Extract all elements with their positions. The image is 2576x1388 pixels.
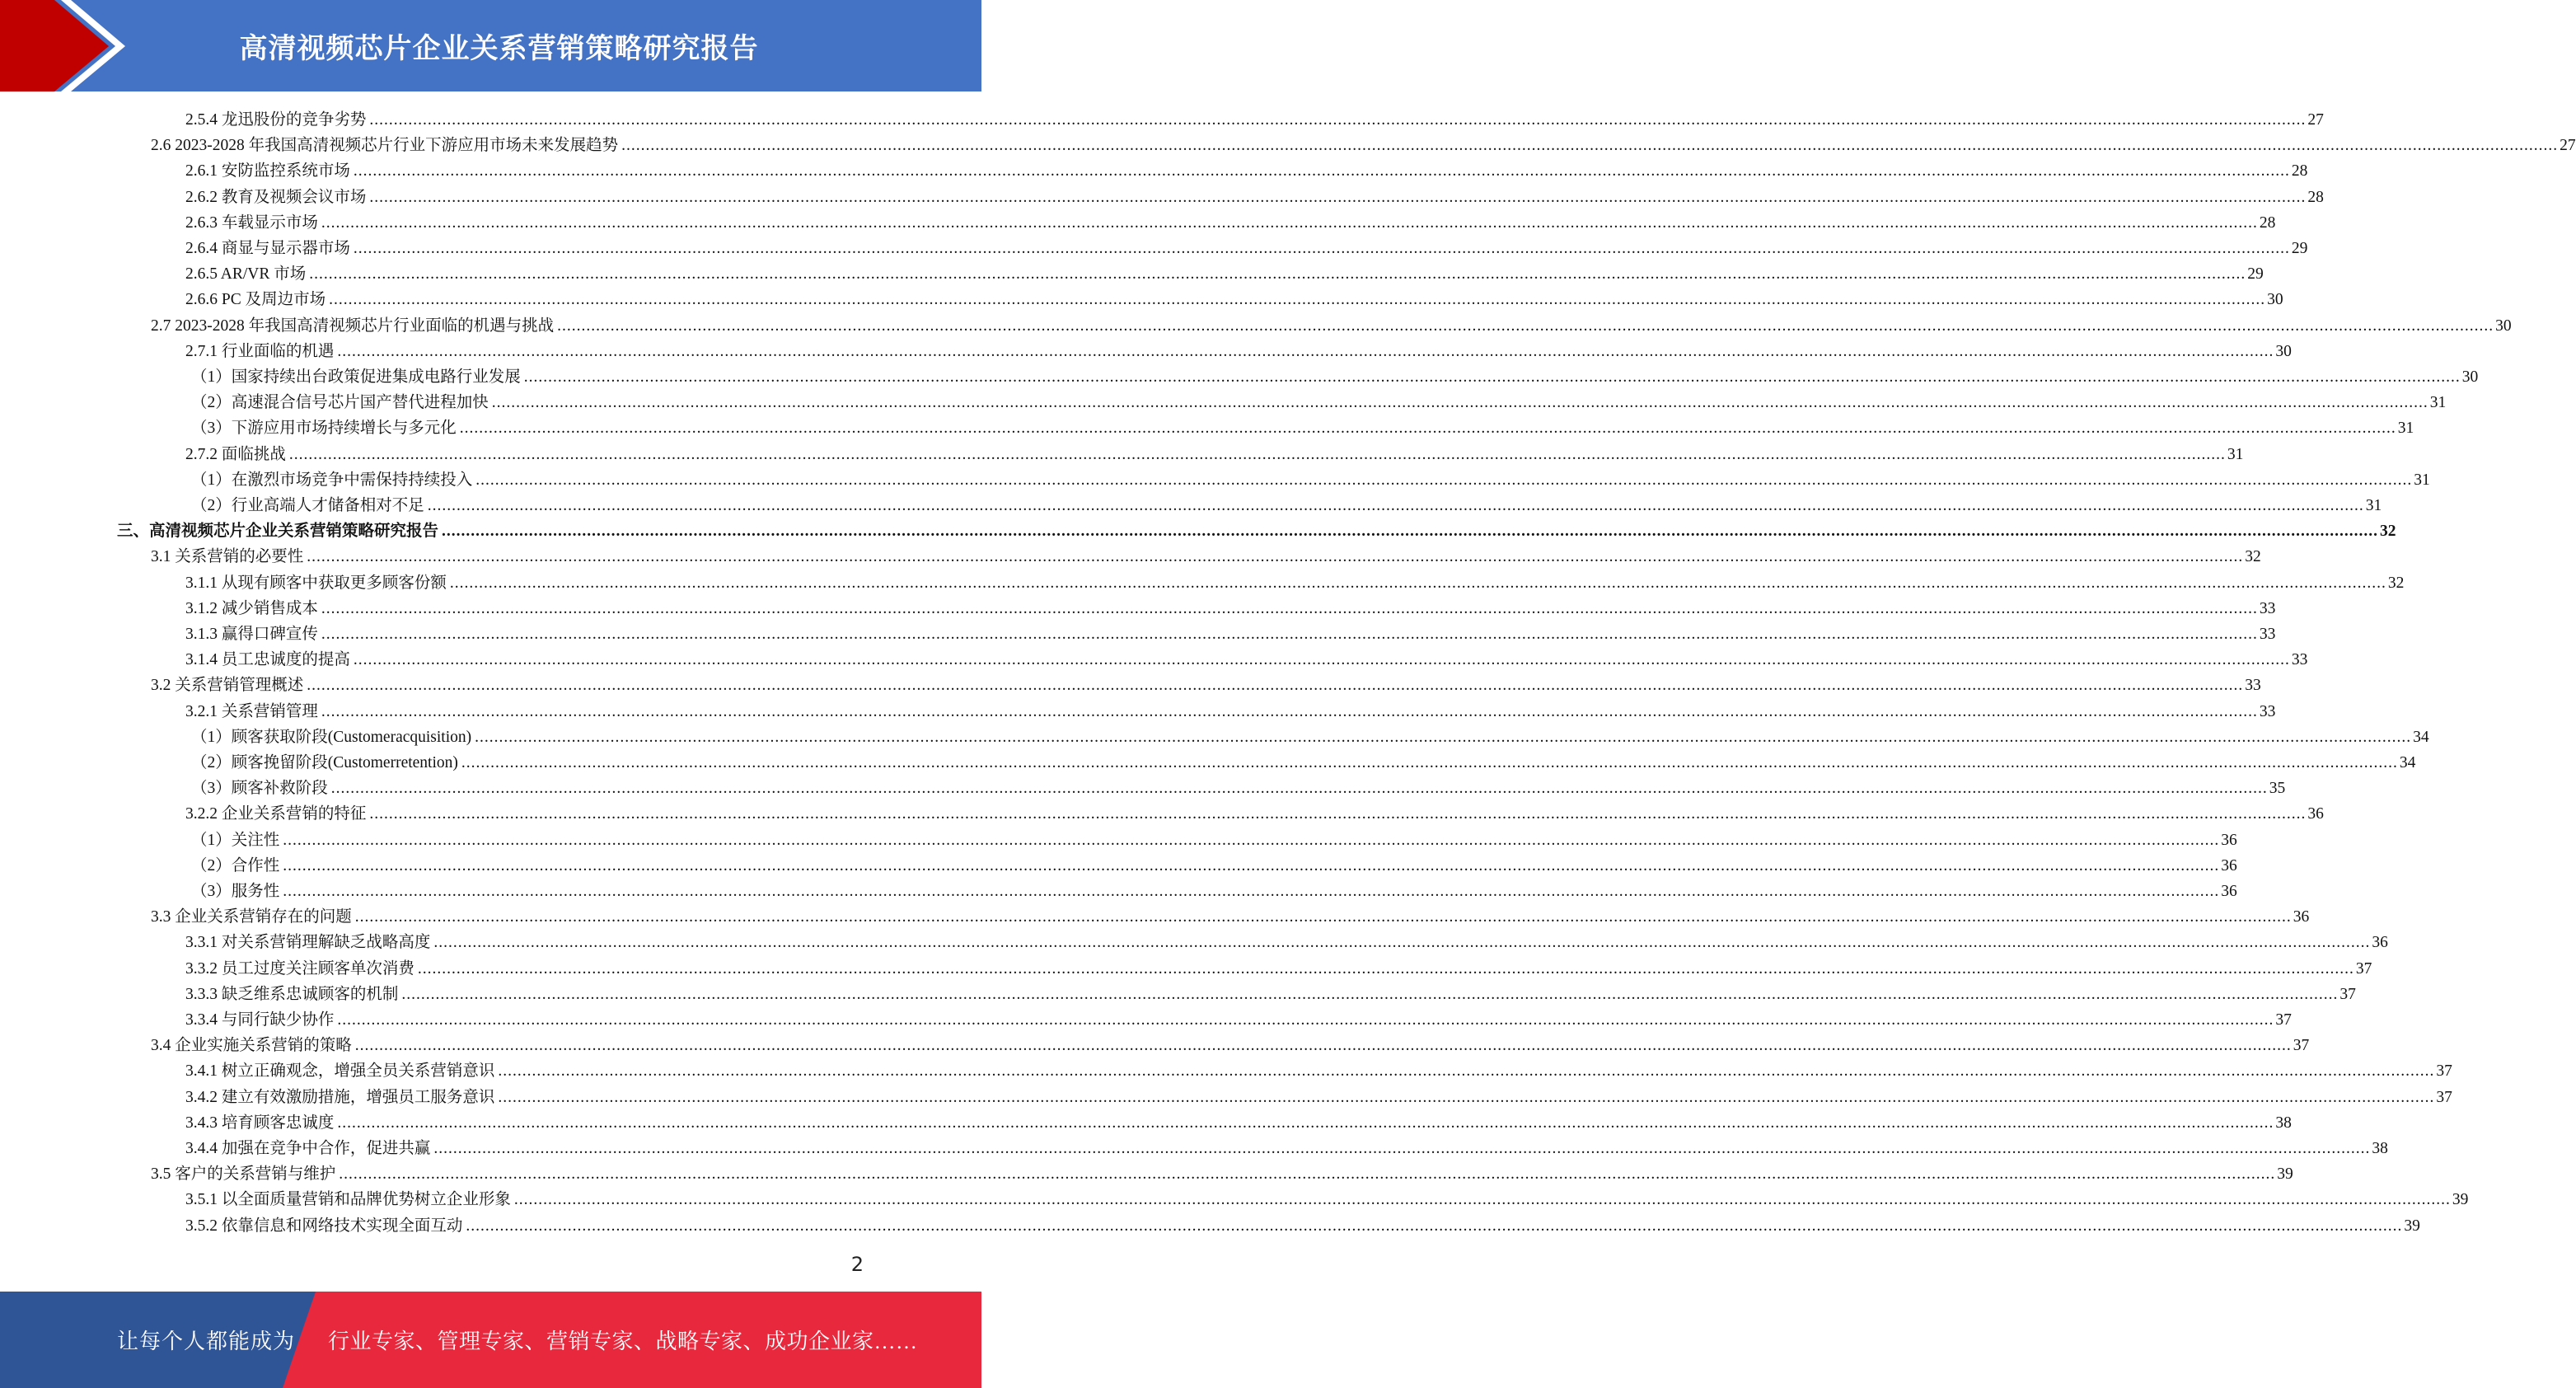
toc-entry-title: 2.6.4 商显与显示器市场 xyxy=(185,240,350,257)
toc-entry-title: 3.2.1 关系营销管理 xyxy=(185,702,318,720)
footer-slogan-left: 让每个人都能成为 xyxy=(117,1329,296,1353)
toc-dot-leader: ................................................................................................................................................................................................................................................................................................................................................................................................................ xyxy=(329,291,2266,309)
toc-entry-page: 39 xyxy=(2404,1217,2420,1235)
toc-entry[interactable] xyxy=(151,902,2310,927)
toc-dot-leader: ................................................................................................................................................................................................................................................................................................................................................................................................................ xyxy=(283,831,2220,849)
toc-entry[interactable] xyxy=(151,1030,2310,1056)
toc-entry[interactable] xyxy=(185,645,2308,670)
toc-entry[interactable] xyxy=(185,619,2276,645)
toc-dot-leader: ................................................................................................................................................................................................................................................................................................................................................................................................................ xyxy=(339,1165,2276,1184)
toc-entry-page: 37 xyxy=(2436,1088,2452,1106)
toc-entry[interactable] xyxy=(185,259,2264,284)
toc-dot-leader: ................................................................................................................................................................................................................................................................................................................................................................................................................ xyxy=(427,497,2364,514)
toc-entry-page: 36 xyxy=(2221,831,2237,849)
toc-entry-page: 32 xyxy=(2245,548,2261,566)
toc-entry[interactable] xyxy=(185,156,2308,181)
toc-entry-title: （1）关注性 xyxy=(191,831,280,849)
toc-dot-leader: ................................................................................................................................................................................................................................................................................................................................................................................................................ xyxy=(523,368,2461,386)
toc-entry[interactable] xyxy=(191,362,2479,387)
toc-entry-title: 2.6.5 AR/VR 市场 xyxy=(185,265,307,284)
toc-entry-title: 3.4.2 建立有效激励措施，增强员工服务意识 xyxy=(185,1088,495,1106)
toc-dot-leader: ................................................................................................................................................................................................................................................................................................................................................................................................................ xyxy=(433,1140,2371,1157)
toc-entry[interactable] xyxy=(185,593,2276,619)
report-title: 高清视频芯片企业关系营销策略研究报告 xyxy=(239,32,759,65)
toc-entry-page: 39 xyxy=(2452,1191,2469,1209)
toc-entry-page: 33 xyxy=(2245,677,2261,695)
toc-entry-title: 3.1 关系营销的必要性 xyxy=(151,548,304,566)
toc-entry-page: 38 xyxy=(2275,1114,2292,1132)
toc-entry[interactable] xyxy=(151,542,2261,567)
toc-entry[interactable] xyxy=(191,851,2237,876)
toc-entry[interactable] xyxy=(185,1056,2452,1081)
toc-dot-leader: ................................................................................................................................................................................................................................................................................................................................................................................................................ xyxy=(466,1217,2403,1235)
toc-entry-page: 30 xyxy=(2275,342,2292,360)
toc-entry-title: 3.1.2 减少销售成本 xyxy=(185,599,318,617)
toc-entry-page: 33 xyxy=(2259,626,2276,643)
toc-entry[interactable] xyxy=(185,696,2276,722)
toc-entry[interactable] xyxy=(185,568,2405,593)
toc-entry-page: 35 xyxy=(2269,780,2286,798)
toc-dot-leader: ................................................................................................................................................................................................................................................................................................................................................................................................................ xyxy=(433,934,2371,952)
toc-entry-page: 29 xyxy=(2247,265,2264,284)
toc-dot-leader: ................................................................................................................................................................................................................................................................................................................................................................................................................ xyxy=(475,728,2412,746)
toc-entry-page: 34 xyxy=(2413,728,2429,746)
toc-entry[interactable] xyxy=(185,1082,2452,1108)
toc-entry-title: 3.3 企业关系营销存在的问题 xyxy=(151,908,352,926)
toc-entry-title: （3）顾客补救阶段 xyxy=(191,780,328,798)
toc-dot-leader: ................................................................................................................................................................................................................................................................................................................................................................................................................ xyxy=(442,523,2379,541)
toc-entry-page: 31 xyxy=(2429,394,2447,412)
toc-entry-title: 2.7.2 面临挑战 xyxy=(185,445,286,463)
toc-dot-leader: ................................................................................................................................................................................................................................................................................................................................................................................................................ xyxy=(307,548,2244,566)
toc-dot-leader: ................................................................................................................................................................................................................................................................................................................................................................................................................ xyxy=(621,137,2559,155)
toc-dot-leader: ................................................................................................................................................................................................................................................................................................................................................................................................................ xyxy=(459,420,2396,438)
toc-entry-page: 32 xyxy=(2387,574,2405,592)
toc-entry-title: 2.6.3 车载显示市场 xyxy=(185,213,318,232)
toc-entry-title: 2.6 2023-2028 年我国高清视频芯片行业下游应用市场未来发展趋势 xyxy=(151,137,619,155)
toc-dot-leader: ................................................................................................................................................................................................................................................................................................................................................................................................................ xyxy=(337,1011,2274,1029)
toc-entry-title: 2.5.4 龙迅股份的竞争劣势 xyxy=(185,111,367,129)
toc-dot-leader: ................................................................................................................................................................................................................................................................................................................................................................................................................ xyxy=(557,317,2494,335)
toc-entry-title: 2.6.1 安防监控系统市场 xyxy=(185,162,350,181)
toc-dot-leader: ................................................................................................................................................................................................................................................................................................................................................................................................................ xyxy=(337,1114,2274,1132)
toc-dot-leader: ................................................................................................................................................................................................................................................................................................................................................................................................................ xyxy=(369,188,2307,206)
toc-entry-page: 31 xyxy=(2397,420,2414,438)
toc-entry-title: 3.2.2 企业关系营销的特征 xyxy=(185,805,367,823)
toc-entry-page: 31 xyxy=(2227,445,2244,463)
toc-dot-leader: ................................................................................................................................................................................................................................................................................................................................................................................................................ xyxy=(337,342,2274,360)
toc-entry-page: 36 xyxy=(2293,908,2310,926)
toc-entry-title: 2.7.1 行业面临的机遇 xyxy=(185,342,335,360)
toc-entry-page: 37 xyxy=(2293,1037,2310,1055)
toc-entry-title: （2）顾客挽留阶段(Customerretention) xyxy=(191,754,458,771)
toc-entry[interactable] xyxy=(185,1108,2292,1133)
toc-dot-leader: ................................................................................................................................................................................................................................................................................................................................................................................................................ xyxy=(283,883,2220,900)
toc-entry-page: 27 xyxy=(2307,111,2324,129)
toc-entry[interactable] xyxy=(191,773,2286,799)
toc-entry-title: 3.2 关系营销管理概述 xyxy=(151,677,304,695)
toc-dot-leader: ................................................................................................................................................................................................................................................................................................................................................................................................................ xyxy=(449,574,2386,592)
toc-entry-page: 27 xyxy=(2560,137,2576,155)
toc-entry-page: 33 xyxy=(2259,599,2276,617)
toc-entry-title: 3.3.3 缺乏维系忠诚顾客的机制 xyxy=(185,985,399,1003)
toc-entry[interactable] xyxy=(185,182,2324,208)
toc-entry-title: 3.1.4 员工忠诚度的提高 xyxy=(185,651,350,669)
toc-entry[interactable] xyxy=(185,1133,2388,1159)
toc-entry-title: 3.4 企业实施关系营销的策略 xyxy=(151,1037,352,1055)
toc-entry-title: 3.3.2 员工过度关注顾客单次消费 xyxy=(185,959,415,978)
page-number: 2 xyxy=(850,1253,864,1276)
page-footer xyxy=(0,1292,981,1388)
toc-entry-page: 30 xyxy=(2461,368,2479,386)
toc-entry-title: （2）高速混合信号芯片国产替代进程加快 xyxy=(191,394,489,412)
toc-dot-leader: ................................................................................................................................................................................................................................................................................................................................................................................................................ xyxy=(309,265,2246,284)
toc-entry-page: 28 xyxy=(2307,188,2324,206)
toc-dot-leader: ................................................................................................................................................................................................................................................................................................................................................................................................................ xyxy=(321,213,2258,232)
toc-entry-page: 28 xyxy=(2291,162,2308,181)
toc-entry-page: 31 xyxy=(2414,471,2430,489)
toc-entry[interactable] xyxy=(185,208,2276,233)
toc-entry-title: 3.1.1 从现有顾客中获取更多顾客份额 xyxy=(185,574,447,592)
toc-entry[interactable] xyxy=(185,979,2356,1005)
toc-dot-leader: ................................................................................................................................................................................................................................................................................................................................................................................................................ xyxy=(369,805,2307,823)
toc-entry[interactable] xyxy=(185,1005,2292,1030)
toc-entry[interactable] xyxy=(191,825,2237,851)
toc-entry-title: 3.4.3 培育顾客忠诚度 xyxy=(185,1114,335,1132)
toc-entry-title: 3.4.4 加强在竞争中合作，促进共赢 xyxy=(185,1140,431,1157)
toc-entry-title: 3.3.1 对关系营销理解缺乏战略高度 xyxy=(185,934,431,952)
toc-dot-leader: ................................................................................................................................................................................................................................................................................................................................................................................................................ xyxy=(330,780,2268,798)
toc-entry-title: 3.5.1 以全面质量营销和品牌优势树立企业形象 xyxy=(185,1191,511,1209)
toc-entry-page: 37 xyxy=(2275,1011,2292,1029)
toc-entry[interactable] xyxy=(185,284,2283,310)
toc-entry-page: 31 xyxy=(2365,497,2382,514)
toc-entry[interactable] xyxy=(185,954,2372,979)
toc-dot-leader: ................................................................................................................................................................................................................................................................................................................................................................................................................ xyxy=(321,599,2258,617)
toc-entry-page: 30 xyxy=(2267,291,2283,309)
toc-entry-page: 37 xyxy=(2355,959,2372,978)
toc-dot-leader: ................................................................................................................................................................................................................................................................................................................................................................................................................ xyxy=(369,111,2307,129)
toc-dot-leader: ................................................................................................................................................................................................................................................................................................................................................................................................................ xyxy=(513,1191,2451,1209)
toc-entry[interactable] xyxy=(185,927,2388,953)
toc-entry-title: （1）顾客获取阶段(Customeracquisition) xyxy=(191,728,472,746)
toc-dot-leader: ................................................................................................................................................................................................................................................................................................................................................................................................................ xyxy=(353,162,2290,181)
toc-entry-title: 3.5.2 依靠信息和网络技术实现全面互动 xyxy=(185,1217,463,1235)
toc-entry-title: （3）服务性 xyxy=(191,883,280,900)
toc-entry-page: 36 xyxy=(2307,805,2324,823)
toc-entry[interactable] xyxy=(191,722,2429,748)
toc-entry[interactable] xyxy=(117,516,2396,542)
toc-dot-leader: ................................................................................................................................................................................................................................................................................................................................................................................................................ xyxy=(401,985,2339,1003)
toc-entry-page: 37 xyxy=(2436,1062,2452,1081)
toc-entry[interactable] xyxy=(191,387,2447,413)
toc-entry[interactable] xyxy=(185,233,2308,259)
toc-entry-page: 33 xyxy=(2259,702,2276,720)
toc-entry-page: 34 xyxy=(2399,754,2416,771)
toc-dot-leader: ................................................................................................................................................................................................................................................................................................................................................................................................................ xyxy=(354,908,2292,926)
toc-dot-leader: ................................................................................................................................................................................................................................................................................................................................................................................................................ xyxy=(354,1037,2292,1055)
toc-entry-title: （1）在激烈市场竞争中需保持持续投入 xyxy=(191,471,473,489)
toc-entry-title: （2）合作性 xyxy=(191,856,280,875)
toc-entry-page: 37 xyxy=(2339,985,2356,1003)
toc-dot-leader: ................................................................................................................................................................................................................................................................................................................................................................................................................ xyxy=(498,1088,2435,1106)
toc-dot-leader: ................................................................................................................................................................................................................................................................................................................................................................................................................ xyxy=(321,626,2258,643)
toc-entry[interactable] xyxy=(151,311,2512,336)
toc-entry[interactable] xyxy=(185,1211,2420,1236)
page-header xyxy=(0,0,981,91)
toc-entry-title: （3）下游应用市场持续增长与多元化 xyxy=(191,420,457,438)
toc-entry[interactable] xyxy=(151,1159,2293,1184)
toc-entry[interactable] xyxy=(185,336,2292,362)
toc-entry[interactable] xyxy=(185,1184,2469,1210)
toc-entry-page: 28 xyxy=(2259,213,2276,232)
toc-dot-leader: ................................................................................................................................................................................................................................................................................................................................................................................................................ xyxy=(491,394,2428,412)
toc-entry-page: 36 xyxy=(2221,856,2237,875)
toc-entry[interactable] xyxy=(185,439,2244,465)
toc-entry-page: 39 xyxy=(2277,1165,2293,1184)
toc-entry-title: 三、高清视频芯片企业关系营销策略研究报告 xyxy=(117,523,439,541)
toc-entry-page: 38 xyxy=(2372,1140,2388,1157)
toc-entry-title: （1）国家持续出台政策促进集成电路行业发展 xyxy=(191,368,521,386)
toc-dot-leader: ................................................................................................................................................................................................................................................................................................................................................................................................................ xyxy=(417,959,2354,978)
toc-entry[interactable] xyxy=(191,748,2416,773)
toc-dot-leader: ................................................................................................................................................................................................................................................................................................................................................................................................................ xyxy=(498,1062,2435,1081)
toc-dot-leader: ................................................................................................................................................................................................................................................................................................................................................................................................................ xyxy=(321,702,2258,720)
toc-entry[interactable] xyxy=(191,876,2237,902)
toc-entry-title: 3.3.4 与同行缺少协作 xyxy=(185,1011,335,1029)
toc-entry-page: 36 xyxy=(2372,934,2388,952)
toc-entry-title: 2.6.6 PC 及周边市场 xyxy=(185,291,326,309)
footer-slogan-right: 行业专家、管理专家、营销专家、战略专家、成功企业家…… xyxy=(328,1329,918,1353)
toc-dot-leader: ................................................................................................................................................................................................................................................................................................................................................................................................................ xyxy=(353,651,2290,669)
toc-entry[interactable] xyxy=(191,465,2430,490)
toc-entry[interactable] xyxy=(185,799,2324,824)
toc-entry-title: 3.1.3 赢得口碑宣传 xyxy=(185,626,318,643)
toc-entry[interactable] xyxy=(151,670,2261,696)
toc-entry-page: 36 xyxy=(2221,883,2237,900)
toc-entry-title: （2）行业高端人才储备相对不足 xyxy=(191,497,424,514)
toc-dot-leader: ................................................................................................................................................................................................................................................................................................................................................................................................................ xyxy=(475,471,2413,489)
toc-dot-leader: ................................................................................................................................................................................................................................................................................................................................................................................................................ xyxy=(307,677,2244,695)
toc-entry[interactable] xyxy=(191,490,2382,516)
toc-dot-leader: ................................................................................................................................................................................................................................................................................................................................................................................................................ xyxy=(353,240,2290,257)
toc-entry-title: 3.4.1 树立正确观念，增强全员关系营销意识 xyxy=(185,1062,495,1081)
toc-entry-title: 3.5 客户的关系营销与维护 xyxy=(151,1165,336,1184)
toc-entry[interactable] xyxy=(191,413,2414,438)
toc-entry-page: 33 xyxy=(2291,651,2308,669)
toc-entry[interactable] xyxy=(151,130,2576,156)
toc-entry-title: 2.6.2 教育及视频会议市场 xyxy=(185,188,367,206)
toc-entry-page: 29 xyxy=(2291,240,2308,257)
toc-entry-page: 32 xyxy=(2380,523,2396,541)
toc-dot-leader: ................................................................................................................................................................................................................................................................................................................................................................................................................ xyxy=(283,856,2220,875)
toc-entry-page: 30 xyxy=(2495,317,2512,335)
toc-entry-title: 2.7 2023-2028 年我国高清视频芯片行业面临的机遇与挑战 xyxy=(151,317,555,335)
toc-dot-leader: ................................................................................................................................................................................................................................................................................................................................................................................................................ xyxy=(288,445,2226,463)
toc-entry[interactable] xyxy=(185,105,2324,130)
toc-dot-leader: ................................................................................................................................................................................................................................................................................................................................................................................................................ xyxy=(461,754,2398,771)
